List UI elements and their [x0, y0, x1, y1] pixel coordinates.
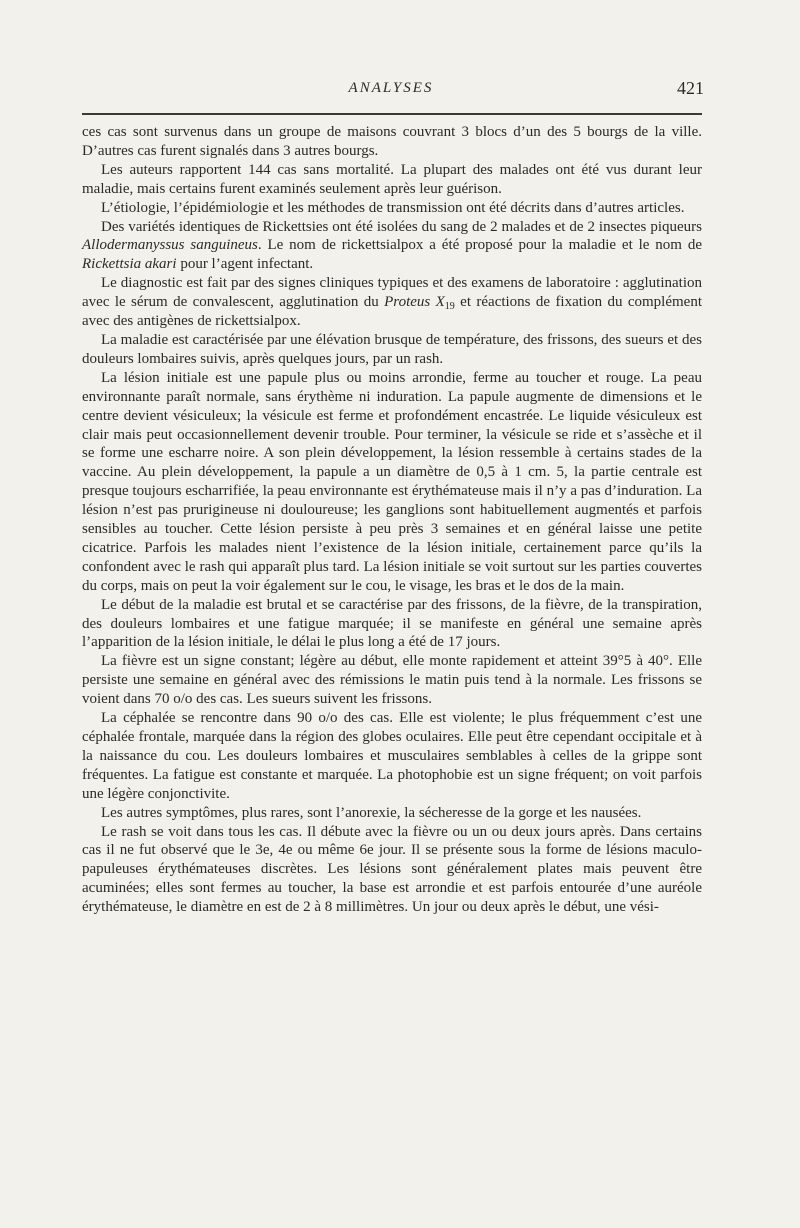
- running-head: [82, 78, 704, 102]
- text-run: Des variétés identiques de Rickettsies ont été isolées du sang de 2 malades et de 2 insectes piqueurs: [101, 218, 702, 235]
- paragraph: [82, 331, 702, 369]
- paragraph: [82, 652, 702, 709]
- page-number: 421: [677, 78, 704, 98]
- italic-text: Allodermanyssus sanguineus: [82, 237, 258, 254]
- paragraph: [82, 823, 702, 918]
- paragraph: [82, 161, 702, 199]
- text-run: Le diagnostic est fait par des signes cliniques typiques et des examens de laboratoire : agglutination avec le sérum de convalescent, agglutination du: [82, 275, 702, 311]
- paragraph: [82, 123, 702, 161]
- text-run: Le rash se voit dans tous les cas. Il débute avec la fièvre ou un ou deux jours après. Dans certains cas il ne fut observé que le 3e, 4e ou même 6e jour. Il se présente sous la forme de lésions maculo-papuleuses érythémateuses discrètes. Les lésions sont généralement plates mais peuvent être acuminées; elles sont fermes au toucher, la base est arrondie et est parfois entourée d’une auréole érythémateuse, le diamètre en est de 2 à 8 millimètres. Un jour ou deux après le début, une vési-: [82, 823, 702, 916]
- text-run: et réactions de fixation du complément avec des antigènes de rickettsialpox.: [82, 294, 702, 330]
- paragraph: [82, 274, 702, 331]
- italic-text: Proteus X: [384, 294, 445, 311]
- text-run: ces cas sont survenus dans un groupe de maisons couvrant 3 blocs d’un des 5 bourgs de la ville. D’autres cas furent signalés dans 3 autres bourgs.: [82, 124, 702, 159]
- header-rule: [82, 113, 702, 115]
- text-run: La lésion initiale est une papule plus ou moins arrondie, ferme au toucher et rouge. La peau environnante paraît normale, sans érythème ni induration. La papule augmente de dimensions et le centre devient vésiculeux; la vésicule est ferme et profondément encastrée. Le liquide vésiculeux est clair mais peut occasionnellement devenir trouble. Pour terminer, la vésicule se ride et s’assèche et il se forme une escharre noire. A son plein développement, la lésion ressemble à certains stades de la vaccine. Au plein développement, la papule a un diamètre de 0,5 à 1 cm. 5, la partie centrale est presque toujours escharrifiée, la peau environnante est érythémateuse mais il n’y a pas d’induration. La lésion n’est pas prurigineuse ni douloureuse; les ganglions sont habituellement augmentés et parfois sensibles au toucher. Cette lésion persiste à peu près 3 semaines et en général laisse une petite cicatrice. Parfois les malades nient l’existence de la lésion initiale, certainement parce qu’ils la confondent avec le rash qui apparaît plus tard. La lésion initiale se voit surtout sur les parties couvertes du corps, mais on peut la voir également sur le cou, le visage, les bras et le dos de la main.: [82, 369, 702, 594]
- text-run: La céphalée se rencontre dans 90 o/o des cas. Elle est violente; le plus fréquemment c’est une céphalée frontale, marquée dans la région des globes oculaires. Elle peut être cependant occipitale et à la naissance du cou. Les douleurs lombaires et musculaires semblables à celles de la grippe sont fréquentes. La fatigue est constante et marquée. La photophobie est un signe fréquent; on voit parfois une légère conjonctivite.: [82, 710, 702, 802]
- text-run: L’étiologie, l’épidémiologie et les méthodes de transmission ont été décrits dans d’autres articles.: [101, 199, 685, 216]
- body-text: [82, 123, 702, 917]
- subscript: 19: [444, 301, 455, 313]
- paragraph: [82, 199, 702, 218]
- paragraph: [82, 218, 702, 275]
- running-title: ANALYSES: [348, 80, 434, 96]
- text-run: La maladie est caractérisée par une élévation brusque de température, des frissons, des sueurs et des douleurs lombaires suivis, après quelques jours, par un rash.: [82, 331, 702, 367]
- paragraph: [82, 804, 702, 823]
- paragraph: [82, 709, 702, 804]
- text-run: pour l’agent infectant.: [176, 256, 314, 273]
- text-run: Les autres symptômes, plus rares, sont l’anorexie, la sécheresse de la gorge et les nausées.: [101, 804, 642, 821]
- paragraph: [82, 596, 702, 653]
- text-run: Le début de la maladie est brutal et se caractérise par des frissons, de la fièvre, de la transpiration, des douleurs lombaires et une fatigue marquée; il se manifeste en général une semaine après l’apparition de la lésion initiale, le délai le plus long a été de 17 jours.: [82, 596, 702, 651]
- text-run: Les auteurs rapportent 144 cas sans mortalité. La plupart des malades ont été vus durant leur maladie, mais certains furent examinés seulement après leur guérison.: [82, 161, 702, 197]
- text-run: . Le nom de rickettsialpox a été proposé pour la maladie et le nom de: [257, 237, 702, 254]
- text-run: La fièvre est un signe constant; légère au début, elle monte rapidement et atteint 39°5 à 40°. Elle persiste une semaine en général avec des rémissions le matin puis tend à la normale. Les frissons se voient dans 70 o/o des cas. Les sueurs suivent les frissons.: [82, 653, 702, 708]
- paragraph: [82, 369, 702, 596]
- italic-text: Rickettsia akari: [82, 256, 177, 273]
